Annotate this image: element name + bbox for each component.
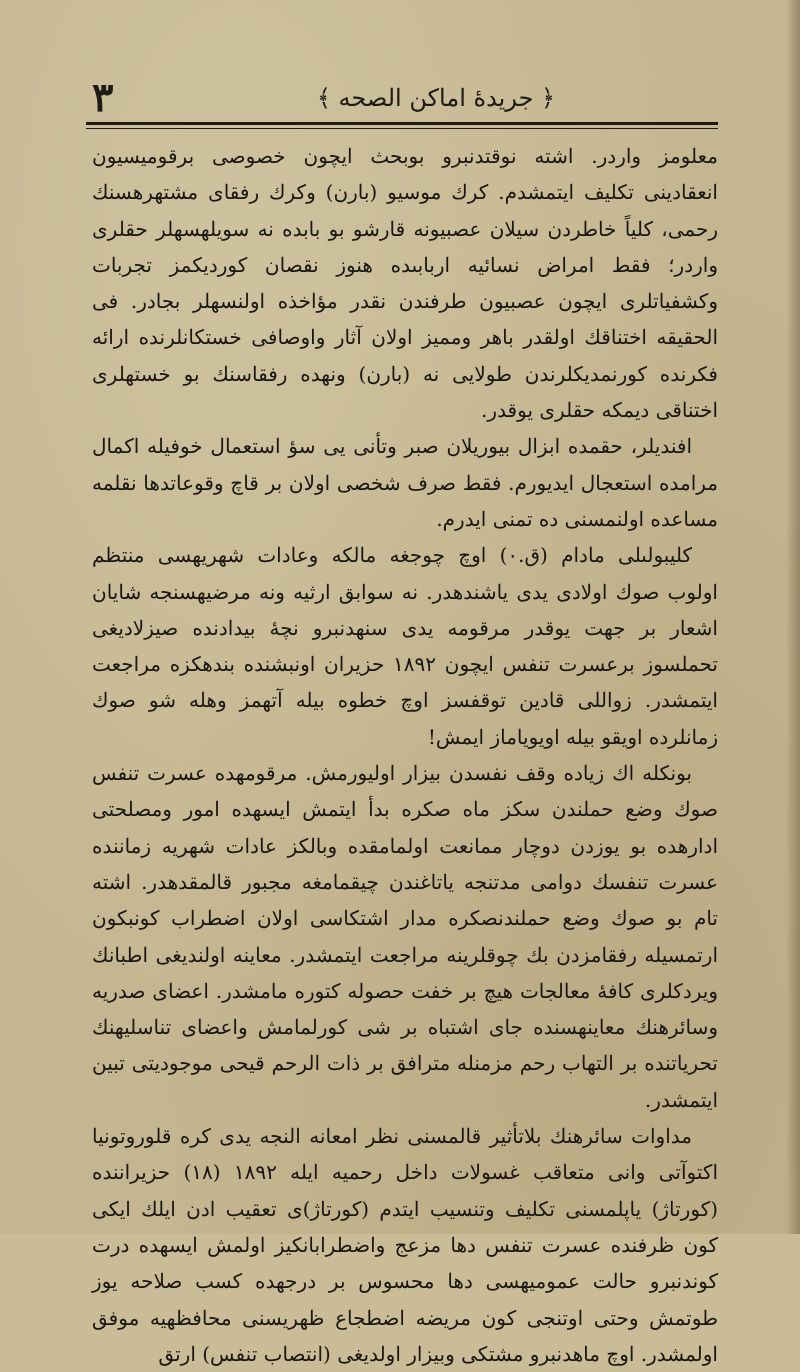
page-header [86, 74, 718, 121]
paragraph: معلومز واردر. اشته نوقتدنبرو بوبحث ايچون خصوصى برقوميسيون انعقادينى تكليف ايتمشدم. كرك موسيو (بارن) وكرك رفقاى مشتهرهسنك رحمى، كلياً خاطردن سيلان عصبيونه قارشو بو بابده نه سويلهسهلر حقلرى واردر؛ فقط امراض نسائيه اربابىده هنوز نقصان كورديكمز تجربات وكشفياتلرى ايچون عصبيون طرفندن نقدر مؤاخذه اولنسهلر بجادر. فى الحقيقه اختناقك اولقدر باهر ومميز اولان آثار واوصافى خستكانلرنده ارائه فكرنده كورنمديكلرندن طولايى نه (بارن) ونهده رفقاسنك بو خستهلرى اختناقى ديمكه حقلرى يوقدر. [92, 144, 718, 423]
paragraph: بونكله اك زياده وقف نفسدن بيزار اوليورمش. مرقومهده عسرت تنفس صوك وضع حملندن سكز ماه صكره بدأ ايتمش ايسهده امور ومصلحتى ادارهده بو يوزدن دوچار ممانعت اولمامقده وبالكز عادات شهريه زماننده عسرت تنفسك دوامى مدتنجه ياتاغندن چيقمامغه مجبور قالمقدهدر. اشته تام بو صوك وضع حملندنصكره مدار اشتكاسى اولان اضطراب كونبكون ارتمسيله رفقامزدن بك چوقلرينه مراجعت ايتمشدر. معاينه اولنديغى اطبانك ويردكلرى كافۀ معالجات هيچ بر خفت حصوله كتوره مامشدر. اعضاى صدريه وسائرهنك معاينهسنده جاى اشتباه بر شى كورلمامش واعضاى تناسليهنك تحرياتنده بر التهاب رحم مزمنله مترافق بر ذات الرحم قيحى موجوديتى تبين ايتمشدر. [92, 761, 718, 1112]
paragraph: كليبولىلى مادام (ق.٠) اوچ چوجغه مالكه وعادات شهريهسى منتظم اولوب صوك اولادى يدى ياشندهدر. نه سوابق ارثيه ونه مرضيهسنجه شايان اشعار بر جهت يوقدر مرقومه يدى سنهدنبرو نچۀ بيدادنده صيزلاديغى تحملسوز برعسرت تنفس ايچون ١٨٩٢ حزيران اونبشنده بندهكزه مراجعت ايتمشدر. زواللى قادين توقفسز اوچ خطوه بيله آتهمز وهله شو صوك زمانلرده اويقو بيله اويوياماز ايمش! [92, 543, 718, 749]
page-edge-shadow [786, 0, 800, 1234]
running-title: ﴿ جريدۀ اماكن الصحه ﴾ [316, 84, 556, 112]
paragraph: مداوات سائرهنك بلاتأثير قالمسنى نظر امعانه النجه يدى كره قلوروتونيا اكتوآتى وانى متعاقب غسولات داخل رحميه ايله ١٨٩٢ (١٨) حزيراننده (كورتاژ) ياپلمسنى تكليف وتنسيب ايتدم (كورتاژ)ى تعقيب ادن ايلك ايكى كون ظرفنده عسرت تنفس دها مزعج واضطرابانكيز اولمش ايسهده درت كوندنبرو حالت عموميهسى دها محسوس بر درجهده كسب صلاحه يوز طوتمش وحتى اوتنجى كون مريضه اضطجاع ظهريسنى محافظهيه موفق اولمشدر. اوچ ماهدنبرو مشتكى وبيزار اولديغى (انتصاب تنفس) ارتق [92, 1124, 719, 1366]
body-text [92, 138, 718, 1372]
header-rule-thin [86, 128, 718, 129]
header-rule [86, 122, 718, 125]
page-number: ٣ [92, 74, 114, 121]
paragraph: افنديلر، حقمده ابزال بيوريلان صبر وتأنى يى سؤ استعمال خوفيله اكمال مرامده استعجال ايديورم. فقط صرف شخصى اولان بر قاچ وقوعاتدها نقلمه مساعده اولنمسنى ده تمنى ايدرم. [92, 434, 718, 531]
